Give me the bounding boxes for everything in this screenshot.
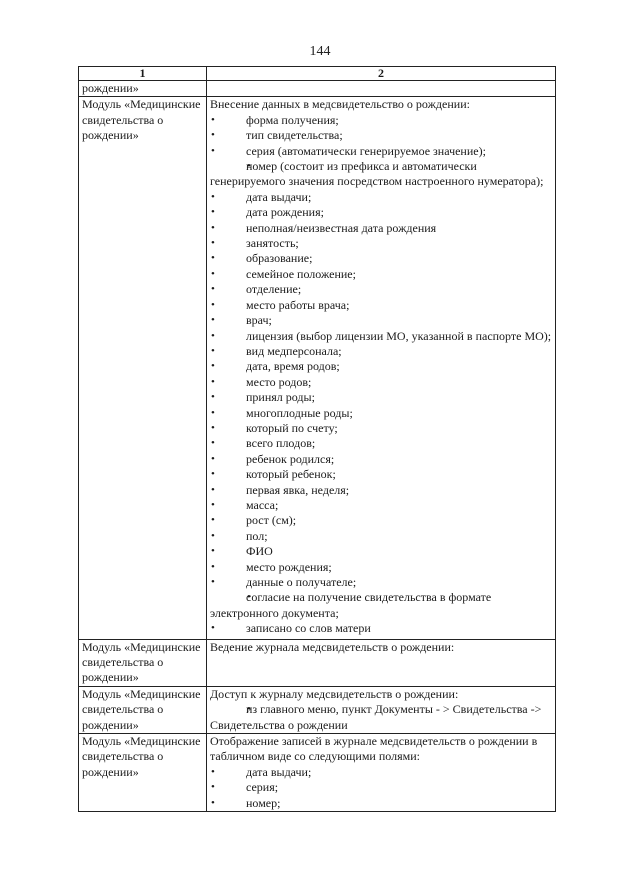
page-number: 144: [309, 44, 331, 59]
list-item: • дата выдачи;: [210, 765, 552, 780]
description-cell: [207, 97, 556, 639]
requirements-table: [78, 66, 556, 812]
list-item: • дата рождения;: [210, 205, 552, 220]
field-list: [210, 765, 552, 811]
list-item: • место родов;: [210, 375, 552, 390]
table-row: [79, 734, 556, 812]
list-item: • место работы врача;: [210, 298, 552, 313]
list-item: • образование;: [210, 251, 552, 266]
list-item: • занятость;: [210, 236, 552, 251]
list-item: • который ребенок;: [210, 467, 552, 482]
field-list: [210, 113, 552, 637]
table-row: [79, 97, 556, 639]
list-item: • семейное положение;: [210, 267, 552, 282]
list-item: • первая явка, неделя;: [210, 483, 552, 498]
description-intro: Ведение журнала медсвидетельств о рождении:: [210, 639, 455, 654]
list-item: • номер;: [210, 796, 552, 811]
description-cell: [207, 734, 556, 812]
list-item: • дата, время родов;: [210, 359, 552, 374]
list-item: • принял роды;: [210, 390, 552, 405]
list-item: • из главного меню, пункт Документы - > Свидетельства -> Свидетельства о рождении: [210, 702, 552, 733]
list-item: • ФИО: [210, 544, 552, 559]
list-item: • серия (автоматически генерируемое значение);: [210, 144, 552, 159]
description-cell: [207, 686, 556, 733]
table-row-continuation: [79, 81, 556, 97]
list-item: • ребенок родился;: [210, 452, 552, 467]
module-cell: Модуль «Медицинские свидетельства о рождении»: [79, 734, 207, 812]
table-row: [79, 686, 556, 733]
list-item: • лицензия (выбор лицензии МО, указанной в паспорте МО);: [210, 329, 552, 344]
module-cell: Модуль «Медицинские свидетельства о рождении»: [79, 686, 207, 733]
list-item: • врач;: [210, 313, 552, 328]
module-cell: рождении»: [79, 81, 207, 97]
list-item: • форма получения;: [210, 113, 552, 128]
list-item: • серия;: [210, 780, 552, 795]
list-item: • вид медперсонала;: [210, 344, 552, 359]
header-col-2: 2: [207, 67, 556, 81]
list-item: • записано со слов матери: [210, 621, 552, 636]
table-row: [79, 639, 556, 686]
list-item: • данные о получателе;: [210, 575, 552, 590]
module-cell: Модуль «Медицинские свидетельства о рождении»: [79, 97, 207, 639]
list-item: • номер (состоит из префикса и автоматически генерируемого значения посредством настроенного нумератора);: [210, 159, 552, 190]
list-item: • рост (см);: [210, 513, 552, 528]
list-item: • отделение;: [210, 282, 552, 297]
list-item: • многоплодные роды;: [210, 406, 552, 421]
description-cell: [207, 639, 556, 686]
list-item: • согласие на получение свидетельства в формате электронного документа;: [210, 590, 552, 621]
header-col-1: 1: [79, 67, 207, 81]
description-intro: Отображение записей в журнале медсвидетельств о рождении в табличном виде со следующими полями:: [210, 734, 538, 764]
description-intro: Доступ к журналу медсвидетельств о рождении:: [210, 686, 459, 701]
list-item: • всего плодов;: [210, 436, 552, 451]
list-item: • который по счету;: [210, 421, 552, 436]
list-item: • масса;: [210, 498, 552, 513]
module-cell: Модуль «Медицинские свидетельства о рождении»: [79, 639, 207, 686]
list-item: • место рождения;: [210, 560, 552, 575]
table-header-row: [79, 67, 556, 81]
list-item: • пол;: [210, 529, 552, 544]
description-intro: Внесение данных в медсвидетельство о рождении:: [210, 97, 470, 112]
list-item: • неполная/неизвестная дата рождения: [210, 221, 552, 236]
field-list: [210, 702, 552, 733]
list-item: • дата выдачи;: [210, 190, 552, 205]
description-cell: [207, 81, 556, 97]
list-item: • тип свидетельства;: [210, 128, 552, 143]
